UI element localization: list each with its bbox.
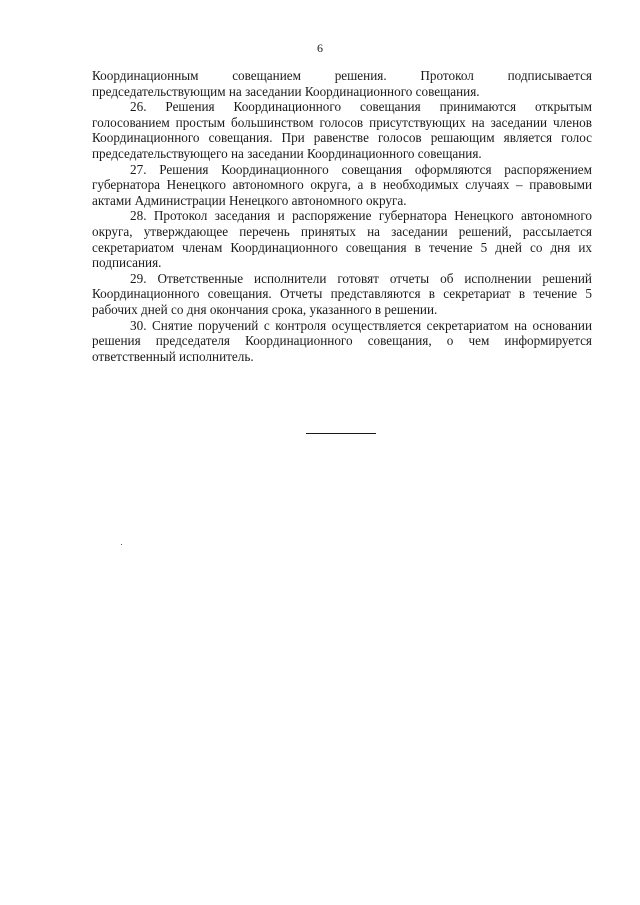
page-number: 6 xyxy=(317,41,323,55)
paragraph-item-28: 28. Протокол заседания и распоряжение губернатора Ненецкого автономного округа, утверждающее перечень принятых на заседании решений, рассылается секретариатом членам Координационного совещания в течение 5 дней со дня их подписания. xyxy=(92,208,592,271)
paragraph-item-30: 30. Снятие поручений с контроля осуществляется секретариатом на основании решения председателя Координационного совещания, о чем информируется ответственный исполнитель. xyxy=(92,317,592,364)
paragraph-continuation: Координационным совещанием решения. Протокол подписывается председательствующим на заседании Координационного совещания. xyxy=(92,68,592,99)
paragraph-item-29: 29. Ответственные исполнители готовят отчеты об исполнении решений Координационного совещания. Отчеты представляются в секретариат в течение 5 рабочих дней со дня окончания срока, указанного в решении. xyxy=(92,270,592,317)
paragraph-item-26: 26. Решения Координационного совещания принимаются открытым голосованием простым большинством голосов присутствующих на заседании членов Координационного совещания. При равенстве голосов решающим является голос председательствующего на заседании Координационного совещания. xyxy=(92,99,592,161)
document-body xyxy=(92,68,592,364)
scan-speck xyxy=(121,544,122,545)
end-divider xyxy=(306,433,376,434)
paragraph-item-27: 27. Решения Координационного совещания оформляются распоряжением губернатора Ненецкого автономного округа, а в необходимых случаях – правовыми актами Администрации Ненецкого автономного округа. xyxy=(92,161,592,208)
